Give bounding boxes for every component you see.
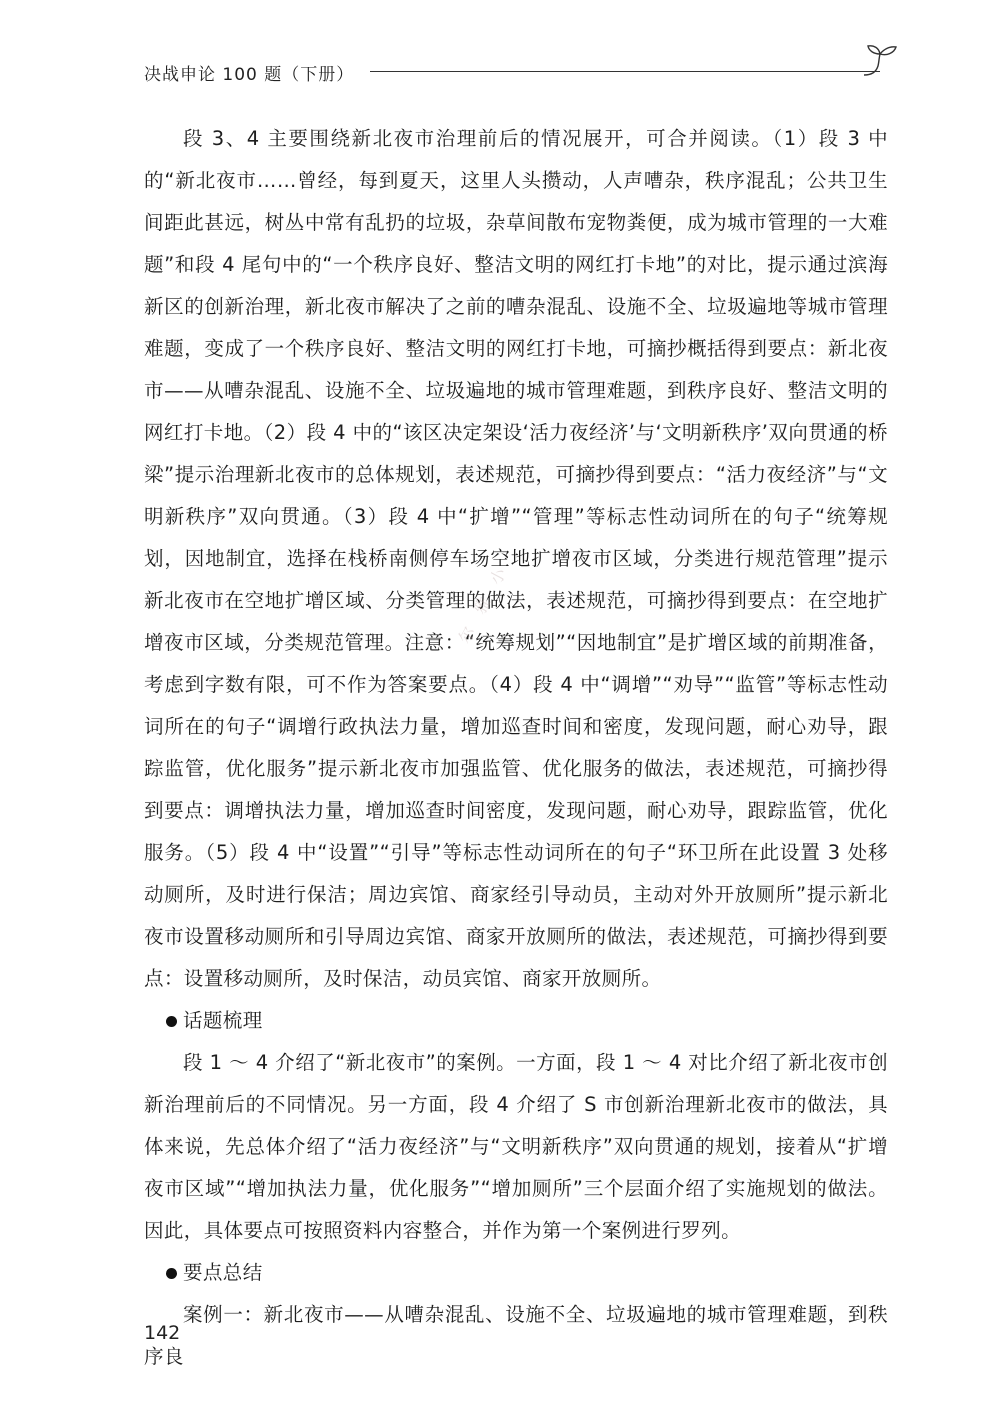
sprout-icon bbox=[860, 42, 900, 76]
running-header-title: 决战申论 100 题（下册） bbox=[144, 65, 355, 85]
header-rule bbox=[370, 71, 880, 72]
topic-section-heading bbox=[144, 1000, 888, 1042]
main-content bbox=[144, 118, 888, 1378]
summary-section-heading bbox=[144, 1252, 888, 1294]
page-number: 142 bbox=[144, 1322, 181, 1344]
analysis-paragraph: 段 3、4 主要围绕新北夜市治理前后的情况展开，可合并阅读。（1）段 3 中的“新北夜市……曾经，每到夏天，这里人头攒动，人声嘈杂，秩序混乱；公共卫生间距此甚远，树丛中常有乱扔的垃圾，杂草间散布宠物粪便，成为城市管理的一大难题”和段 4 尾句中的“一个秩序良好、整洁文明的网红打卡地”的对比，提示通过滨海新区的创新治理，新北夜市解决了之前的嘈杂混乱、设施不全、垃圾遍地等城市管理难题，变成了一个秩序良好、整洁文明的网红打卡地，可摘抄概括得到要点：新北夜市——从嘈杂混乱、设施不全、垃圾遍地的城市管理难题，到秩序良好、整洁文明的网红打卡地。（2）段 4 中的“该区决定架设‘活力夜经济’与‘文明新秩序’双向贯通的桥梁”提示治理新北夜市的总体规划，表述规范，可摘抄得到要点：“活力夜经济”与“文明新秩序”双向贯通。（3）段 4 中“扩增”“管理”等标志性动词所在的句子“统筹规划，因地制宜，选择在栈桥南侧停车场空地扩增夜市区域，分类进行规范管理”提示新北夜市在空地扩增区域、分类管理的做法，表述规范，可摘抄得到要点：在空地扩增夜市区域，分类规范管理。注意：“统筹规划”“因地制宜”是扩增区域的前期准备，考虑到字数有限，可不作为答案要点。（4）段 4 中“调增”“劝导”“监管”等标志性动词所在的句子“调增行政执法力量，增加巡查时间和密度，发现问题，耐心劝导，跟踪监管，优化服务”提示新北夜市加强监管、优化服务的做法，表述规范，可摘抄得到要点：调增执法力量，增加巡查时间密度，发现问题，耐心劝导，跟踪监管，优化服务。（5）段 4 中“设置”“引导”等标志性动词所在的句子“环卫所在此设置 3 处移动厕所，及时进行保洁；周边宾馆、商家经引导动员，主动对外开放厕所”提示新北夜市设置移动厕所和引导周边宾馆、商家开放厕所的做法，表述规范，可摘抄得到要点：设置移动厕所，及时保洁，动员宾馆、商家开放厕所。 bbox=[144, 127, 888, 990]
page-header bbox=[144, 56, 896, 96]
watermark: 尔 雅 小 bbox=[454, 559, 513, 647]
topic-paragraph: 段 1 ～ 4 介绍了“新北夜市”的案例。一方面，段 1 ～ 4 对比介绍了新北夜市创新治理前后的不同情况。另一方面，段 4 介绍了 S 市创新治理新北夜市的做法，具体来说，先总体介绍了“活力夜经济”与“文明新秩序”双向贯通的规划，接着从“扩增夜市区域”“增加执法力量，优化服务”“增加厕所”三个层面介绍了实施规划的做法。因此，具体要点可按照资料内容整合，并作为第一个案例进行罗列。 bbox=[144, 1051, 888, 1242]
bullet-icon bbox=[166, 1268, 177, 1279]
topic-heading-label: 话题梳理 bbox=[183, 1009, 263, 1032]
summary-heading-label: 要点总结 bbox=[183, 1261, 263, 1284]
bullet-icon bbox=[166, 1016, 177, 1027]
summary-paragraph: 案例一：新北夜市——从嘈杂混乱、设施不全、垃圾遍地的城市管理难题，到秩序良 bbox=[144, 1303, 888, 1368]
